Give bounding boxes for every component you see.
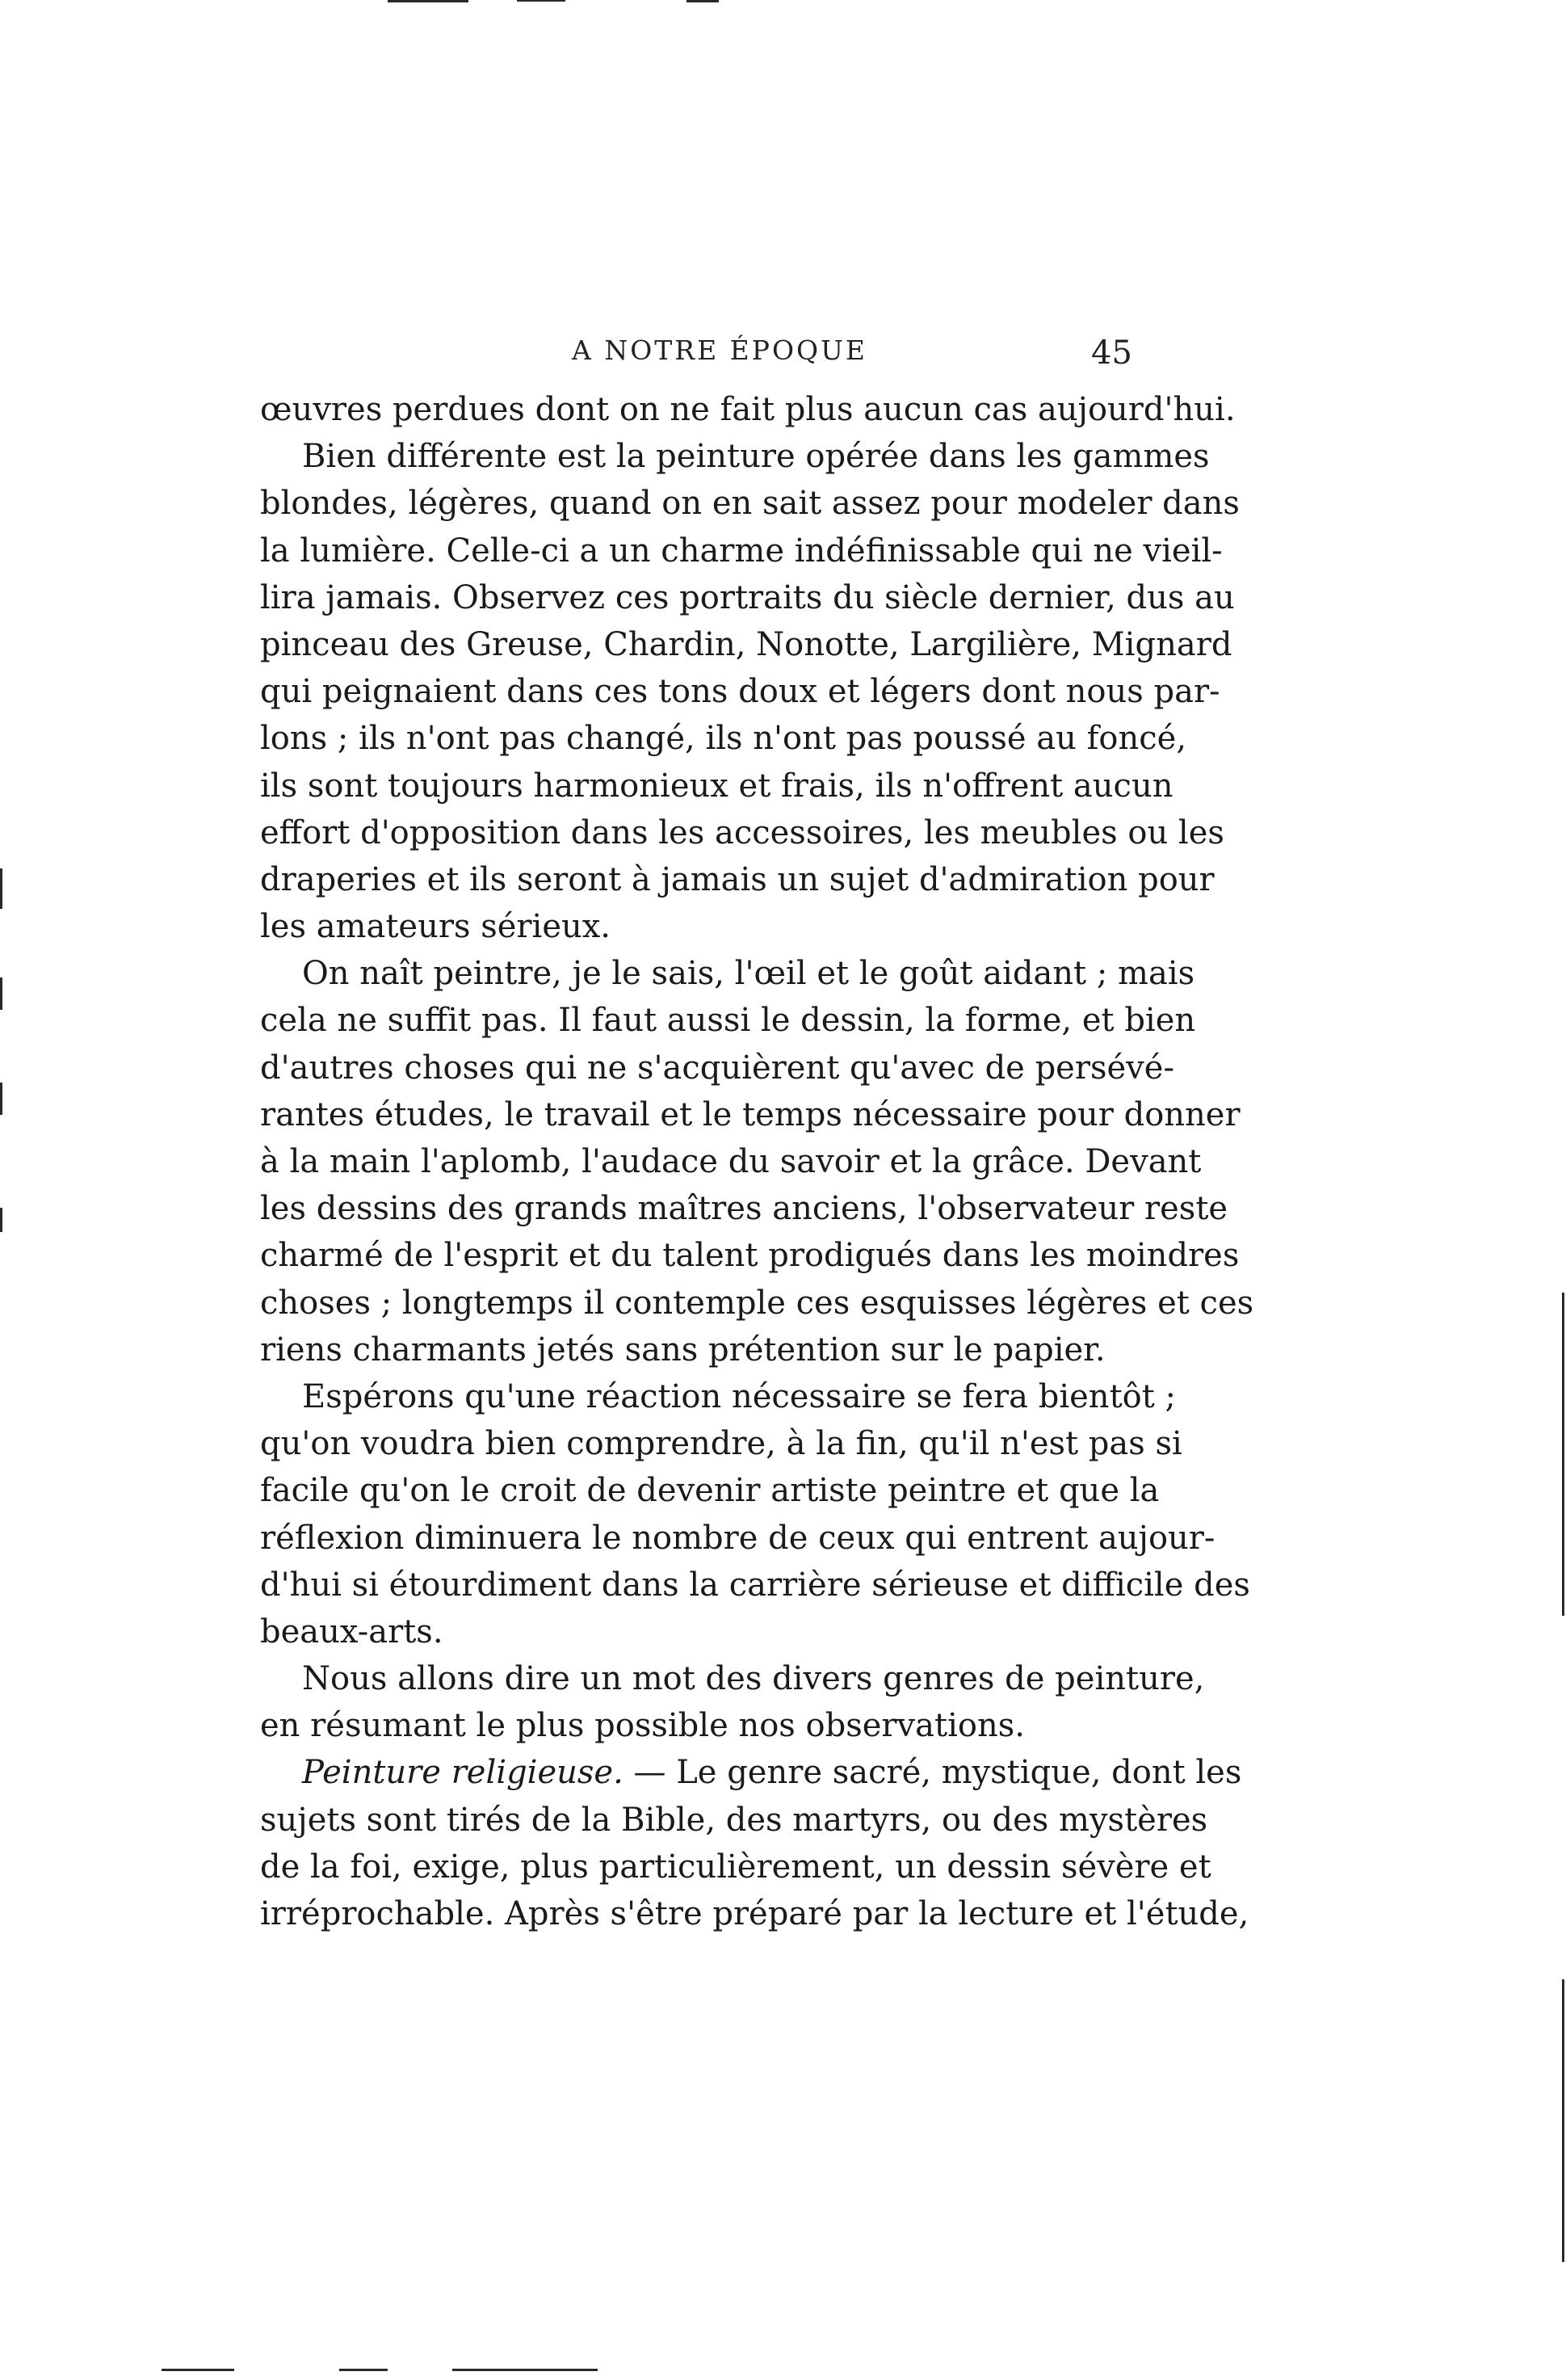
text-line: les dessins des grands maîtres anciens, l'observateur reste	[260, 1190, 1228, 1228]
text-line: rantes études, le travail et le temps nécessaire pour donner	[260, 1095, 1241, 1133]
text-line: facile qu'on le croit de devenir artiste peintre et que la	[260, 1472, 1160, 1510]
text-line: irréprochable. Après s'être préparé par la lecture et l'étude,	[260, 1895, 1249, 1932]
running-header	[0, 334, 1566, 375]
scan-mark-right-1	[1562, 1293, 1564, 1616]
text-line: de la foi, exige, plus particulièrement, un dessin sévère et	[260, 1848, 1211, 1886]
text-line: Espérons qu'une réaction nécessaire se fera bientôt ;	[302, 1377, 1176, 1415]
text-line	[260, 1749, 1242, 1796]
text-line: effort d'opposition dans les accessoires, les meubles ou les	[260, 814, 1224, 852]
scan-mark-left-1	[0, 868, 2, 909]
text-line: d'hui si étourdiment dans la carrière sérieuse et difficile des	[260, 1566, 1250, 1604]
text-line: blondes, légères, quand on en sait assez pour modeler dans	[260, 485, 1240, 523]
text-line: lira jamais. Observez ces portraits du siècle dernier, dus au	[260, 578, 1235, 616]
text-line: cela ne suffit pas. Il faut aussi le dessin, la forme, et bien	[260, 1002, 1196, 1040]
text-line: qu'on voudra bien comprendre, à la fin, qu'il n'est pas si	[260, 1425, 1182, 1463]
text-line: d'autres choses qui ne s'acquièrent qu'avec de persévé-	[260, 1049, 1174, 1087]
scan-mark-bottom-3	[452, 2369, 598, 2371]
text-line: Nous allons dire un mot des divers genres de peinture,	[302, 1660, 1205, 1698]
text-line: beaux-arts.	[260, 1613, 443, 1650]
scan-mark-bottom-2	[339, 2369, 388, 2371]
text-line: ils sont toujours harmonieux et frais, ils n'offrent aucun	[260, 767, 1173, 805]
text-line: Bien différente est la peinture opérée dans les gammes	[302, 438, 1210, 476]
text-line: les amateurs sérieux.	[260, 908, 611, 946]
text-run: — Le genre sacré, mystique, dont les	[623, 1754, 1242, 1792]
text-line: choses ; longtemps il contemple ces esquisses légères et ces	[260, 1284, 1254, 1322]
scan-mark-left-3	[0, 1083, 2, 1115]
text-line: draperies et ils seront à jamais un sujet d'admiration pour	[260, 860, 1215, 898]
scan-mark-left-2	[0, 978, 2, 1010]
body-text	[260, 386, 1254, 1937]
text-line: la lumière. Celle-ci a un charme indéfinissable qui ne vieil-	[260, 532, 1223, 570]
text-line: sujets sont tirés de la Bible, des martyrs, ou des mystères	[260, 1801, 1208, 1839]
text-line: lons ; ils n'ont pas changé, ils n'ont pas poussé au foncé,	[260, 720, 1187, 758]
text-line: On naît peintre, je le sais, l'œil et le goût aidant ; mais	[302, 955, 1195, 993]
text-line: charmé de l'esprit et du talent prodigués dans les moindres	[260, 1237, 1240, 1275]
section-heading: Peinture religieuse.	[302, 1754, 623, 1792]
text-line: réflexion diminuera le nombre de ceux qui entrent aujour-	[260, 1519, 1215, 1557]
text-line: riens charmants jetés sans prétention sur le papier.	[260, 1331, 1106, 1369]
text-line: pinceau des Greuse, Chardin, Nonotte, Largilière, Mignard	[260, 625, 1232, 663]
text-line: œuvres perdues dont on ne fait plus aucun cas aujourd'hui.	[260, 391, 1236, 428]
scan-mark-bottom-1	[162, 2369, 234, 2371]
scan-mark-top-3	[686, 0, 719, 2]
scan-mark-top-1	[388, 0, 468, 2]
running-title: A NOTRE ÉPOQUE	[572, 334, 867, 366]
scan-mark-left-4	[0, 1208, 2, 1232]
text-line: qui peignaient dans ces tons doux et légers dont nous par-	[260, 673, 1220, 711]
page-number: 45	[1091, 334, 1132, 372]
text-line: en résumant le plus possible nos observations.	[260, 1707, 1025, 1745]
scan-mark-right-2	[1562, 1979, 1564, 2262]
scan-mark-top-2	[517, 0, 565, 2]
text-line: à la main l'aplomb, l'audace du savoir et la grâce. Devant	[260, 1143, 1202, 1180]
